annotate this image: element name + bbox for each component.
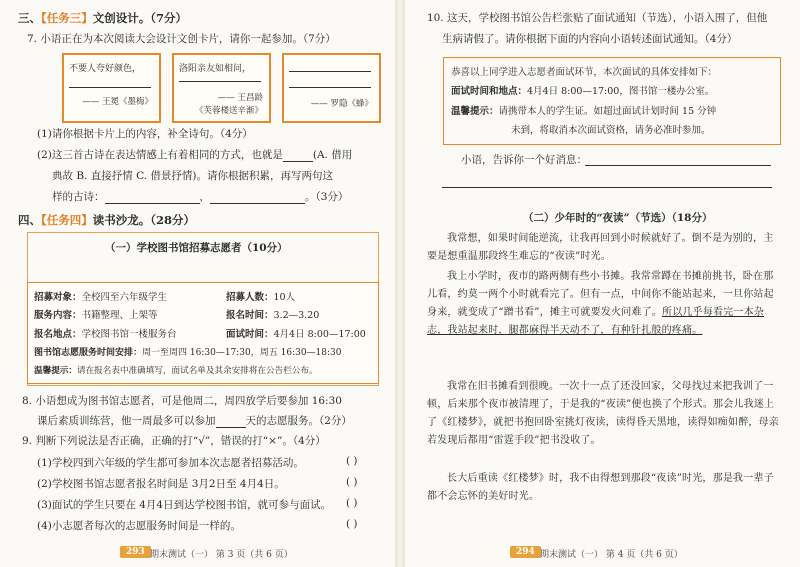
reply-prompt: 小语，告诉你一个好消息： bbox=[461, 154, 587, 166]
q9-intro: 9. 判断下列说法是否正确，正确的打“√”，错误的打“×”。（4分） bbox=[22, 435, 326, 447]
notice-row-count: 招募人数：10人 bbox=[226, 292, 296, 303]
notice-row-target: 招募对象：全校四至六年级学生 bbox=[34, 292, 168, 303]
card-2-source: —— 王昌龄 bbox=[217, 93, 263, 103]
q9-item-4: (4)小志愿者每次的志愿服务时间是一样的。 bbox=[37, 520, 241, 532]
page-footer: 期末测试（一） 第 4 页（共 6 页） bbox=[540, 550, 683, 560]
passage-para-1: 我常想，如果时间能逆流，让我再回到小时候就好了。倒不是为别的，主要是想重温那段终生难忘的“夜读”时光。 bbox=[427, 233, 774, 262]
q9-answer-1[interactable]: ( ) bbox=[346, 455, 358, 467]
q9-item-2: (2)学校图书馆志愿者报名时间是 3月2日至 4月4日。 bbox=[37, 478, 285, 490]
page-number: 293 bbox=[120, 546, 151, 558]
book-gutter bbox=[395, 0, 405, 567]
q9-answer-4[interactable]: ( ) bbox=[346, 518, 358, 530]
card-2-line: 洛阳亲友如相问， bbox=[179, 64, 252, 74]
q9-answer-2[interactable]: ( ) bbox=[346, 476, 358, 488]
card-2-blank bbox=[179, 81, 261, 82]
card-3-blank-1 bbox=[289, 71, 371, 72]
card-1-source: —— 王冕《墨梅》 bbox=[82, 97, 153, 107]
notice-row-signup-place: 报名地点：学校图书馆一楼服务台 bbox=[34, 329, 177, 340]
poem-card-1 bbox=[62, 53, 161, 123]
q7-sub2-line1: (2)这三首古诗在表达情感上有着相同的方式，也就是 (A. 借用 bbox=[37, 149, 353, 161]
q7-sub2-line2: 典故 B. 直接抒情 C. 借景抒情)。请你根据积累，再写两句这 bbox=[52, 170, 333, 182]
q7-intro: 7. 小语正在为本次阅读大会设计文创卡片，请你一起参加。（7分） bbox=[27, 33, 336, 45]
q9-item-1: (1)学校四到六年级的学生都可参加本次志愿者招募活动。 bbox=[37, 457, 304, 469]
notice-row-service: 服务内容：书籍整理、上架等 bbox=[34, 310, 158, 321]
right-page bbox=[405, 0, 800, 567]
q7-sub2-line3: 样的古诗： ， 。（3分） bbox=[52, 191, 349, 203]
notice-row-schedule: 图书馆志愿服务时间安排：周一至周四 16:30—17:30，周五 16:30—18:30 bbox=[34, 348, 342, 358]
notice-row-tips: 温馨提示：请在报名表中准确填写，面试名单及其余安排将在公告栏公布。 bbox=[34, 366, 318, 376]
interview-tips-cont: 未到，将取消本次面试资格，请务必准时参加。 bbox=[511, 125, 711, 136]
interview-time-place: 面试时间和地点：4月4日 8:00—17:00，图书馆一楼办公室。 bbox=[451, 86, 715, 97]
q7-sub2-blank[interactable] bbox=[283, 161, 313, 162]
task4-heading: 四、【任务四】读书沙龙。（28分） bbox=[18, 213, 196, 227]
card-3-source: —— 罗隐《蜂》 bbox=[310, 99, 373, 109]
interview-intro: 恭喜以上同学进入志愿者面试环节，本次面试的具体安排如下： bbox=[451, 67, 718, 78]
task4-tag: 【任务四】 bbox=[41, 213, 93, 227]
card-1-line: 不要人夸好颜色， bbox=[69, 64, 142, 74]
card-3-blank-2 bbox=[289, 87, 371, 88]
notice-row-interview-time: 面试时间：4月4日 8:00—17:00 bbox=[226, 329, 366, 340]
reply-line-1[interactable] bbox=[585, 165, 771, 166]
poem-card-2 bbox=[172, 53, 271, 123]
left-page bbox=[0, 0, 395, 567]
card-1-blank bbox=[69, 87, 151, 88]
q8-line2: 课后素质训练营，他一周最多可以参加 天的志愿服务。（2分） bbox=[37, 415, 352, 427]
passage-para-2: 我上小学时，夜市的路两侧有些小书摊。我常常蹲在书摊前挑书，卧在那儿看，约莫一两个小时就看完了。但有一点，中间你不能站起来，一旦你站起身来，就变成了“蹭书看”，摊主可就要发火问难了。所以几乎每看完一本杂志，我站起来时，腿都麻得半天动不了，有种针扎般的疼痛。 bbox=[427, 271, 774, 336]
q9-item-3: (3)面试的学生只要在 4月4日到达学校图书馆，就可参与面试。 bbox=[37, 499, 332, 511]
q10-line2: 生病请假了。请你根据下面的内容向小语转述面试通知。（4分） bbox=[442, 33, 738, 45]
page-number: 294 bbox=[510, 546, 541, 558]
task3-tag: 【任务三】 bbox=[41, 11, 93, 25]
passage-heading: （二）少年时的“夜读”（节选）（18分） bbox=[523, 212, 713, 224]
q9-answer-3[interactable]: ( ) bbox=[346, 497, 358, 509]
poem-answer-blank-1[interactable] bbox=[105, 203, 200, 204]
volunteer-notice bbox=[27, 282, 379, 384]
page-footer: 期末测试（一） 第 3 页（共 6 页） bbox=[150, 550, 293, 560]
q8-line1: 8. 小语想成为图书馆志愿者，可是他周二，周四放学后要参加 16:30 bbox=[22, 395, 342, 407]
task3-heading: 三、【任务三】文创设计。（7分） bbox=[18, 11, 188, 25]
q8-blank[interactable] bbox=[216, 427, 246, 428]
poem-card-3 bbox=[282, 53, 381, 123]
q10-line1: 10. 这天，学校图书馆公告栏张贴了面试通知（节选），小语入围了，但他 bbox=[427, 12, 768, 24]
q7-sub1: (1)请你根据卡片上的内容，补全诗句。（4分） bbox=[37, 128, 253, 140]
notice-heading: （一）学校图书馆招募志愿者（10分） bbox=[105, 242, 288, 254]
passage-para-3: 我常在旧书摊看到很晚。一次十一点了还没回家，父母找过来把我训了一顿，后来那个夜市被清理了，于是我的“夜读”便也换了个形式。那会儿我迷上了《红楼梦》，就把书抱回卧室挑灯夜读，读得昏天黑地，读得如痴如醉，母亲若发现后都用“雷霆手段”把书没收了。 bbox=[427, 381, 779, 446]
interview-tips: 温馨提示：请携带本人的学生证。如超过面试计划时间 15 分钟 bbox=[451, 106, 717, 117]
poem-answer-blank-2[interactable] bbox=[210, 203, 305, 204]
notice-row-signup-time: 报名时间：3.2—3.20 bbox=[226, 310, 320, 321]
reply-line-2[interactable] bbox=[442, 187, 772, 188]
passage-underlined: 所以几乎每看完一本杂志，我站起来时，腿都麻得半天动不了，有种针扎般的疼痛。 bbox=[427, 307, 765, 336]
card-2-source-title: 《芙蓉楼送辛渐》 bbox=[194, 106, 263, 116]
passage-para-4: 长大后重读《红楼梦》时，我不由得想到那段“夜读”时光，那是我一辈子都不会忘怀的美好时光。 bbox=[427, 473, 774, 502]
